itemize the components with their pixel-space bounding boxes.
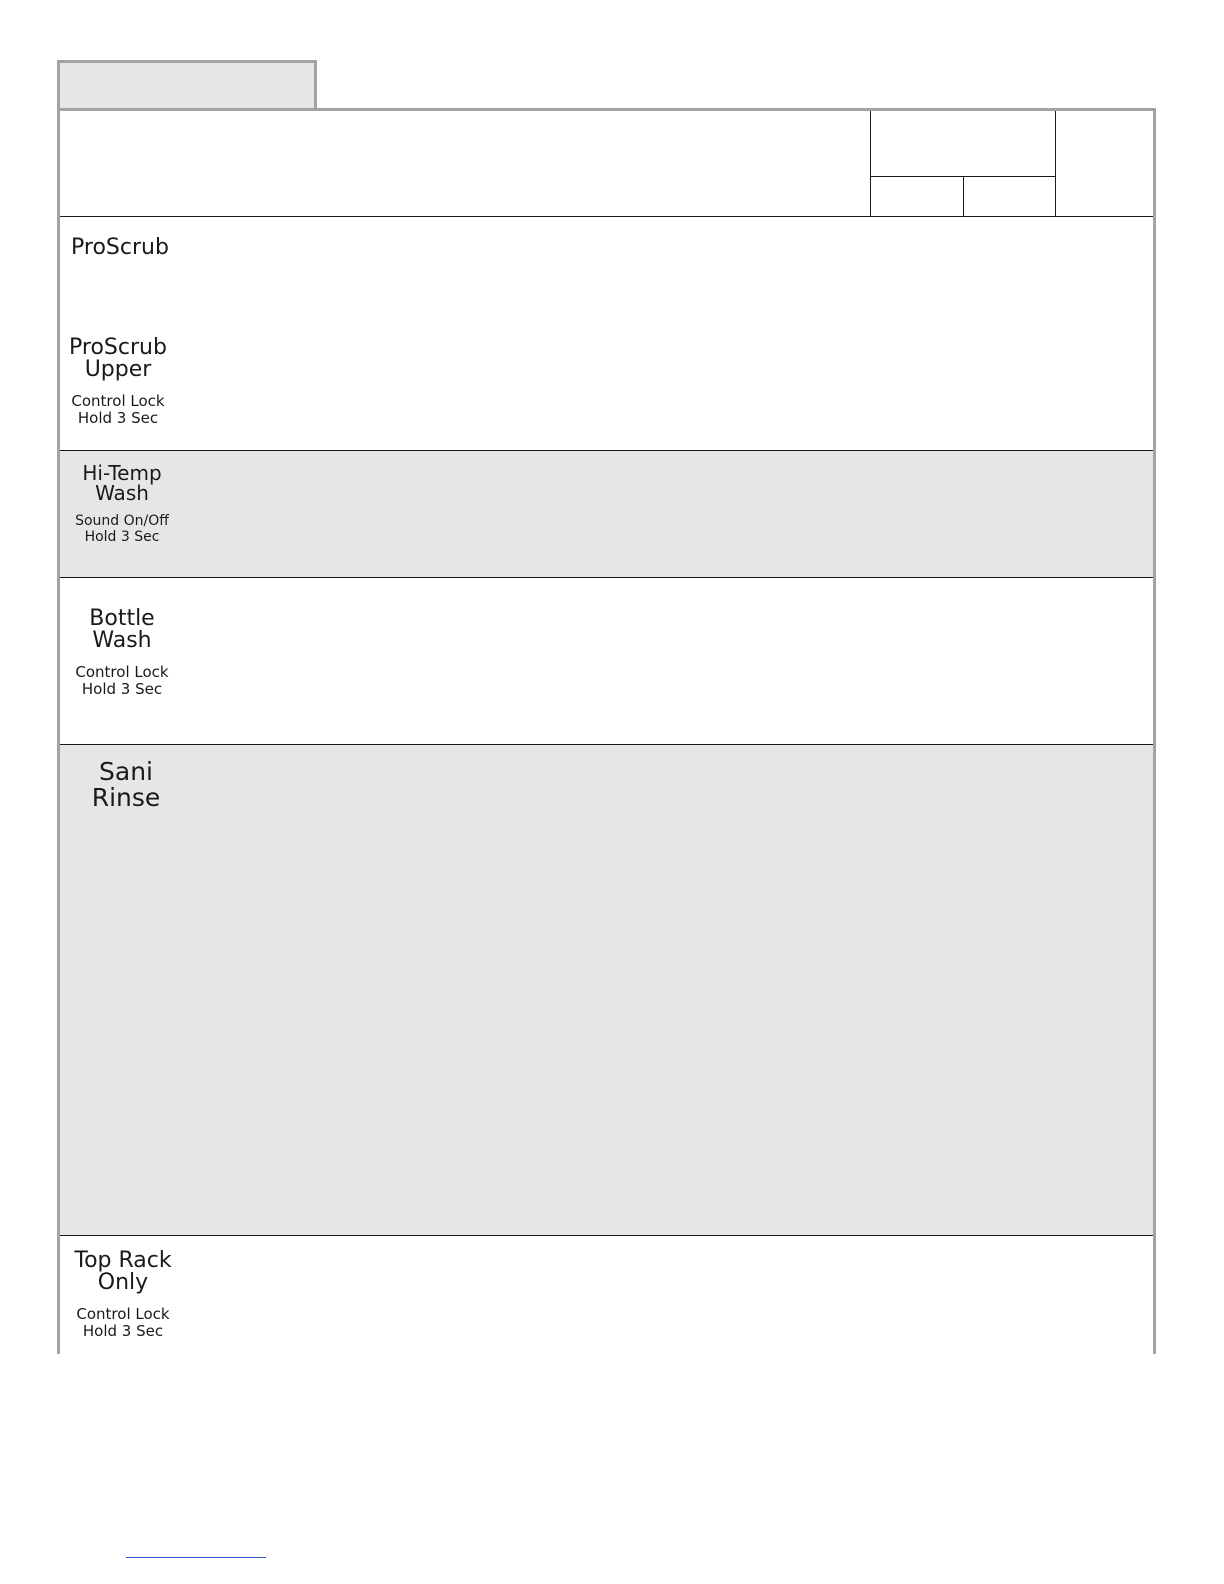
cycle-option: Control Lock Hold 3 Sec [71,392,165,428]
cycle-name: Hi-Temp Wash [82,461,162,505]
table-row-sani-rinse [60,745,1153,1236]
cycle-option: Control Lock Hold 3 Sec [76,1305,170,1341]
header-subcolumns [871,176,1055,216]
cycle-name: ProScrub Upper [69,335,167,382]
table-row-hi-temp-wash [60,451,1153,578]
cycle-name: Bottle Wash [89,606,155,653]
cycle-option: Sound On/Off Hold 3 Sec [75,513,169,546]
cycle-label-sani-rinse [74,759,178,812]
cycle-name: Top Rack Only [74,1248,172,1295]
cycle-name: ProScrub [71,235,169,260]
header-subcolumn-divider [963,177,964,216]
cycle-name: Sani Rinse [91,757,161,813]
table-header [60,111,1153,217]
table-row-bottle-wash [60,578,1153,745]
table-row-proscrub [60,217,1153,451]
cycle-label-bottle-wash [70,608,174,699]
cycle-label-hi-temp-wash [70,463,174,545]
cycle-option: Control Lock Hold 3 Sec [75,663,169,699]
cycle-label-proscrub-upper [66,337,170,428]
header-column-group [870,111,1056,216]
cycle-table [57,108,1156,1354]
header-tab [57,60,317,108]
cycle-label-top-rack-only [68,1250,178,1341]
cycle-label-proscrub [70,237,170,259]
table-row-top-rack-only [60,1236,1153,1354]
footer-link-underline [126,1557,266,1558]
